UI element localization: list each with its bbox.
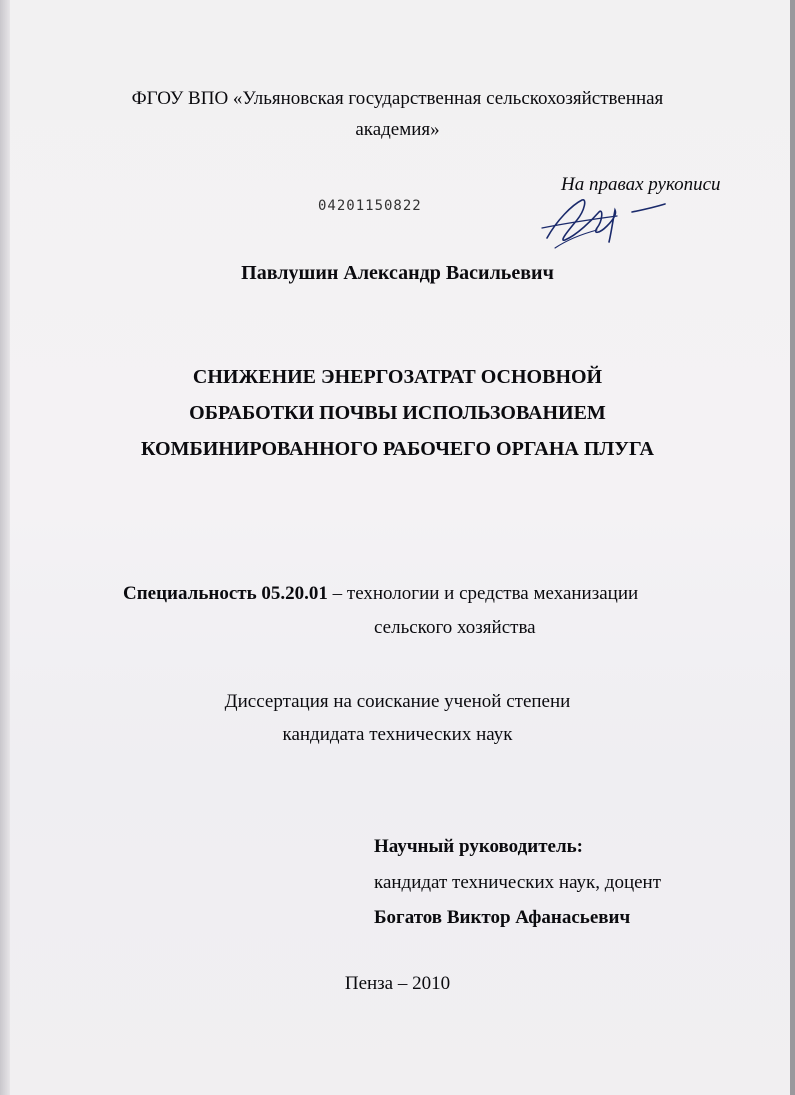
scan-left-edge [0,0,10,1095]
title-line-2: ОБРАБОТКИ ПОЧВЫ ИСПОЛЬЗОВАНИЕМ [189,402,606,424]
scan-right-edge [790,0,795,1095]
city-year: Пенза – 2010 [344,973,451,994]
supervisor-rank: кандидат технических наук, доцент [374,872,662,893]
title-line-3: КОМБИНИРОВАННОГО РАБОЧЕГО ОРГАНА ПЛУГА [141,438,654,460]
specialty-text: – технологии и средства механизации [327,583,639,604]
registration-code: 04201150822 [318,198,422,214]
author-name: Павлушин Александр Васильевич [241,262,554,284]
institution-line-1: ФГОУ ВПО «Ульяновская государственная сельскохозяйственная [131,88,664,109]
manuscript-note: На правах рукописи [561,174,721,195]
specialty-line [123,583,638,605]
signature-icon [537,190,672,255]
degree-line-2: кандидата технических наук [282,724,513,745]
specialty-line-2: сельского хозяйства [374,617,536,638]
degree-line-1: Диссертация на соискание ученой степени [224,691,571,712]
title-line-1: СНИЖЕНИЕ ЭНЕРГОЗАТРАТ ОСНОВНОЙ [192,366,603,388]
specialty-label: Специальность 05.20.01 [123,583,328,604]
institution-line-2: академия» [355,119,440,140]
supervisor-name: Богатов Виктор Афанасьевич [374,907,631,928]
supervisor-label: Научный руководитель: [374,836,583,857]
